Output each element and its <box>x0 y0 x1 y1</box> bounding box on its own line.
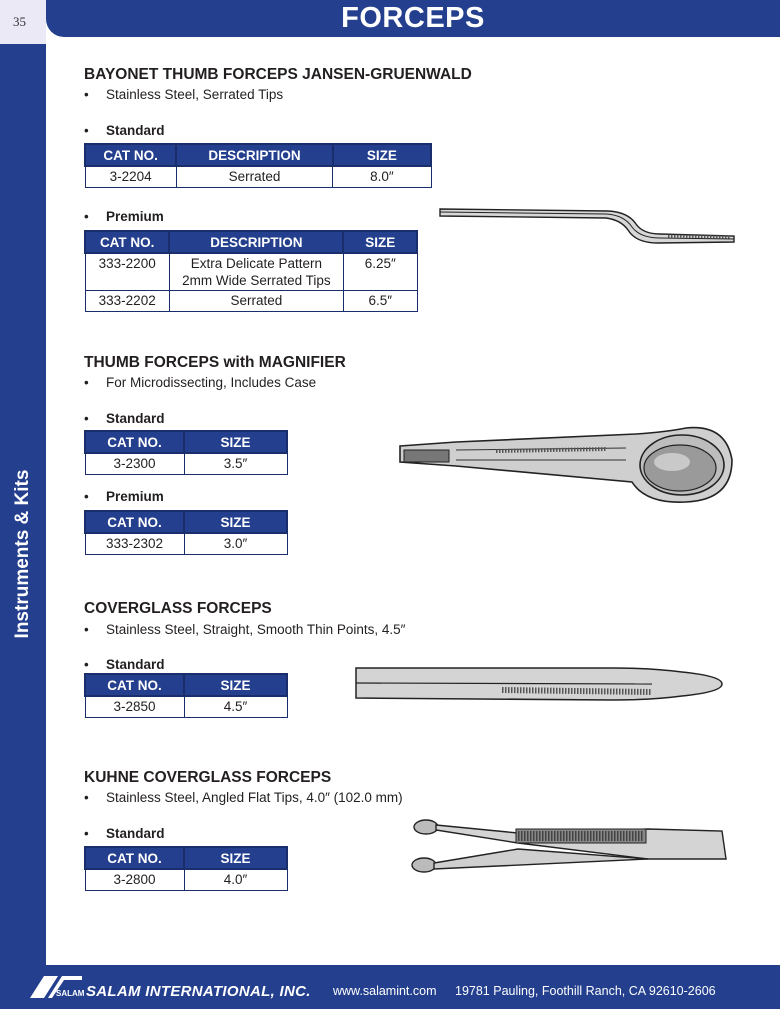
table-row <box>85 696 287 717</box>
website-link[interactable]: www.salamint.com <box>333 984 437 998</box>
salam-logo <box>28 972 84 1002</box>
cat-no-cell: 333-2202 <box>85 291 169 312</box>
header-cat-no: CAT NO. <box>85 431 184 453</box>
cat-no-cell: 3-2204 <box>85 166 176 187</box>
table-row <box>85 869 287 890</box>
size-cell: 6.5″ <box>343 291 417 312</box>
header-cat-no: CAT NO. <box>85 511 184 533</box>
sidebar-label: Instruments & Kits <box>12 469 33 639</box>
table-header-row <box>85 144 431 166</box>
magnifier-standard-table <box>84 430 288 475</box>
header-description: DESCRIPTION <box>169 231 343 253</box>
table-header-row <box>85 431 287 453</box>
table-row <box>85 166 431 187</box>
header-size: SIZE <box>184 674 287 696</box>
description-cell <box>169 253 343 291</box>
cat-no-cell: 3-2850 <box>85 696 184 717</box>
description-line: Extra Delicate Pattern <box>190 256 323 271</box>
page-header <box>46 0 780 37</box>
table-row <box>85 253 417 291</box>
bayonet-detail: • Stainless Steel, Serrated Tips <box>84 87 284 102</box>
company-name: SALAM INTERNATIONAL, INC. <box>86 983 311 1000</box>
bayonet-forceps-illustration <box>438 196 738 260</box>
kuhne-detail: • Stainless Steel, Angled Flat Tips, 4.0″ (102.0 mm) <box>84 790 403 805</box>
magnifier-detail: • For Microdissecting, Includes Case <box>84 375 317 390</box>
table-row <box>85 453 287 474</box>
magnifier-premium-label: • Premium <box>84 489 164 504</box>
cat-no-cell: 3-2800 <box>85 869 184 890</box>
header-size: SIZE <box>184 511 287 533</box>
kuhne-standard-label: • Standard <box>84 826 165 841</box>
cat-no-cell: 3-2300 <box>85 453 184 474</box>
cat-no-cell: 333-2302 <box>85 533 184 554</box>
page-number: 35 <box>0 0 46 44</box>
bayonet-standard-table <box>84 143 432 188</box>
description-cell: Serrated <box>169 291 343 312</box>
coverglass-forceps-illustration <box>352 656 728 706</box>
header-size: SIZE <box>184 847 287 869</box>
bayonet-premium-label: • Premium <box>84 209 164 224</box>
magnifier-premium-table <box>84 510 288 555</box>
sidebar <box>0 44 46 965</box>
size-cell: 3.0″ <box>184 533 287 554</box>
table-header-row <box>85 511 287 533</box>
table-row <box>85 533 287 554</box>
description-cell: Serrated <box>176 166 332 187</box>
size-cell: 4.5″ <box>184 696 287 717</box>
coverglass-standard-label: • Standard <box>84 657 165 672</box>
table-header-row <box>85 674 287 696</box>
kuhne-forceps-illustration <box>408 813 730 879</box>
section-title-magnifier: THUMB FORCEPS with MAGNIFIER <box>84 354 346 371</box>
magnifier-forceps-illustration <box>396 420 736 515</box>
bayonet-standard-label: • Standard <box>84 123 165 138</box>
table-header-row <box>85 847 287 869</box>
header-description: DESCRIPTION <box>176 144 332 166</box>
size-cell: 3.5″ <box>184 453 287 474</box>
size-cell: 8.0″ <box>333 166 431 187</box>
cat-no-cell: 333-2200 <box>85 253 169 291</box>
table-header-row <box>85 231 417 253</box>
size-cell: 4.0″ <box>184 869 287 890</box>
description-line: 2mm Wide Serrated Tips <box>182 273 331 288</box>
header-cat-no: CAT NO. <box>85 674 184 696</box>
company-address: 19781 Pauling, Foothill Ranch, CA 92610-2606 <box>455 984 716 998</box>
bayonet-premium-table <box>84 230 418 312</box>
kuhne-standard-table <box>84 846 288 891</box>
header-size: SIZE <box>184 431 287 453</box>
magnifier-standard-label: • Standard <box>84 411 165 426</box>
size-cell: 6.25″ <box>343 253 417 291</box>
section-title-coverglass: COVERGLASS FORCEPS <box>84 600 272 617</box>
header-size: SIZE <box>343 231 417 253</box>
section-title-bayonet: BAYONET THUMB FORCEPS JANSEN-GRUENWALD <box>84 66 472 83</box>
page-title: FORCEPS <box>341 2 485 34</box>
header-size: SIZE <box>333 144 431 166</box>
coverglass-detail: • Stainless Steel, Straight, Smooth Thin Points, 4.5″ <box>84 622 406 637</box>
header-cat-no: CAT NO. <box>85 144 176 166</box>
section-title-kuhne: KUHNE COVERGLASS FORCEPS <box>84 769 332 786</box>
header-cat-no: CAT NO. <box>85 847 184 869</box>
header-cat-no: CAT NO. <box>85 231 169 253</box>
coverglass-standard-table <box>84 673 288 718</box>
logo-text: SALAM <box>56 989 84 998</box>
table-row <box>85 291 417 312</box>
